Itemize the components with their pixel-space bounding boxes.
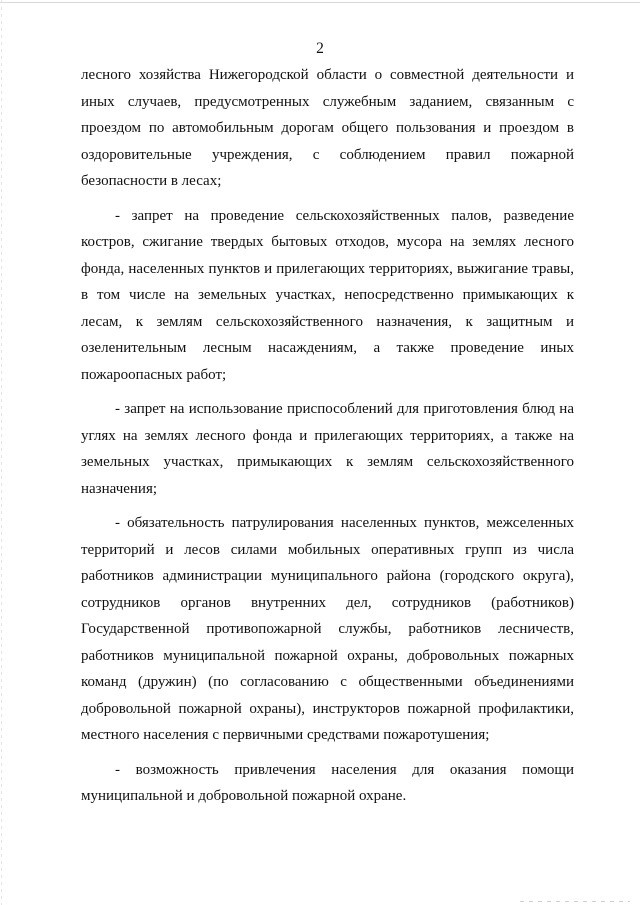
scan-edge-top xyxy=(0,2,640,3)
list-item-population-involvement: - возможность привлечения населения для оказания помощи муниципальной и добровольной пожарной охране. xyxy=(81,761,574,804)
document-body xyxy=(81,62,574,810)
list-item-burning-ban: - запрет на проведение сельскохозяйственных палов, разведение костров, сжигание твердых бытовых отходов, мусора на землях лесного фонда, населенных пунктов и прилегающих территориях, выжигание травы, в том числе на земельных участках, непосредственно примыкающих к лесам, к землям сельскохозяйственного назначения, к защитным и озеленительным лесным насаждениям, а также проведение иных пожароопасных работ; xyxy=(81,207,574,383)
scan-edge-left xyxy=(1,0,2,905)
page-number: 2 xyxy=(316,40,324,57)
list-item-grill-ban: - запрет на использование приспособлений для приготовления блюд на углях на землях лесного фонда и прилегающих территориях, а также на земельных участках, примыкающих к землям сельскохозяйственного назначения; xyxy=(81,401,574,497)
list-item-patrol-obligation: - обязательность патрулирования населенных пунктов, межселенных территорий и лесов силами мобильных оперативных групп из числа работников администрации муниципального района (городского округа), сотрудников органов внутренних дел, сотрудников (работников) Государственной противопожарной службы, работников лесничеств, работников муниципальной пожарной охраны, добровольных пожарных команд (дружин) (по согласованию с общественными объединениями добровольной пожарной охраны), инструкторов пожарной профилактики, местного населения с первичными средствами пожаротушения; xyxy=(81,515,574,743)
paragraph-continuation: лесного хозяйства Нижегородской области о совместной деятельности и иных случаев, предусмотренных служебным заданием, связанным с проездом по автомобильным дорогам общего пользования и проездом в оздоровительные учреждения, с соблюдением правил пожарной безопасности в лесах; xyxy=(81,67,574,189)
scan-edge-bottom xyxy=(520,901,630,902)
